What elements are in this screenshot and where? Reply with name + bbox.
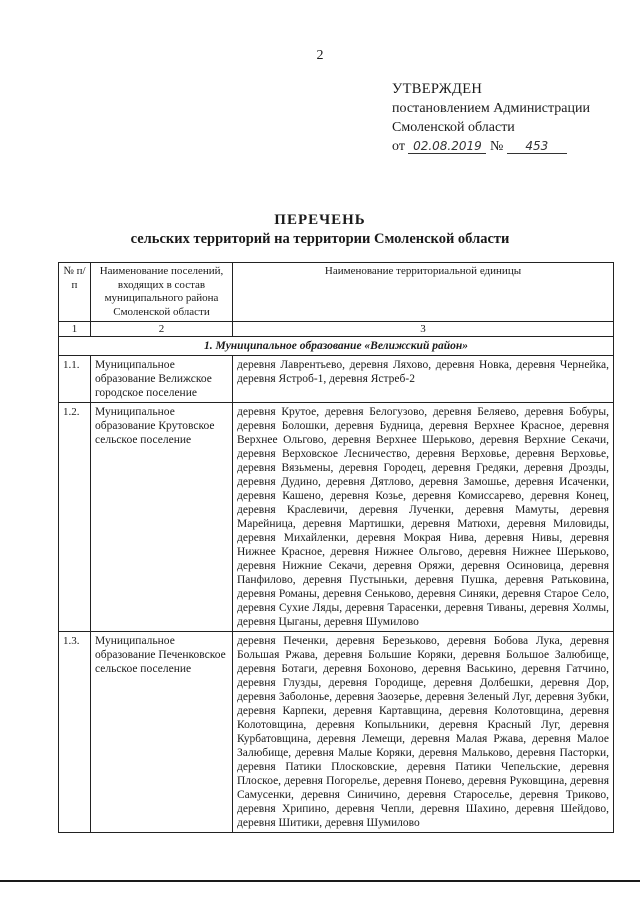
- approval-stamp: [392, 80, 590, 156]
- row-settlement: Муниципальное образование Крутовское сельское поселение: [91, 403, 233, 632]
- approval-line-1: постановлением Администрации: [392, 101, 590, 116]
- row-index: 1.1.: [59, 356, 91, 403]
- date-prefix: от: [392, 139, 405, 154]
- section-title: 1. Муниципальное образование «Велижский район»: [59, 337, 614, 356]
- row-units: деревня Печенки, деревня Березьково, деревня Бобова Лука, деревня Большая Ржава, деревня Большие Коряки, деревня Большое Залюбище, деревня Ботаги, деревня Бохоново, деревня Васькино, деревня Гатчино, деревня Глузды, деревня Городище, деревня Долбешки, деревня Дор, деревня Заболонье, деревня Заозерье, деревня Зеленый Луг, деревня Зубки, деревня Карпеки, деревня Картавщина, деревня Колотовщина, деревня Колотовщина, деревня Копыльники, деревня Красный Луг, деревня Курбатовщина, деревня Лемещи, деревня Малая Ржава, деревня Малое Залюбище, деревня Малые Коряки, деревня Мальково, деревня Пасторки, деревня Патики Плосковские, деревня Патики Чепельские, деревня Плоское, деревня Погорелье, деревня Понево, деревня Руковщина, деревня Самусенки, деревня Синичино, деревня Староселье, деревня Триково, деревня Хрипино, деревня Чепли, деревня Шахино, деревня Шейдово, деревня Шитики, деревня Шумилово: [233, 632, 614, 833]
- approval-title: УТВЕРЖДЕН: [392, 81, 483, 97]
- row-settlement: Муниципальное образование Велижское городское поселение: [91, 356, 233, 403]
- row-index: 1.3.: [59, 632, 91, 833]
- number-sign: №: [489, 139, 504, 154]
- table-header-row: [59, 263, 614, 322]
- row-units: деревня Крутое, деревня Белогузово, деревня Беляево, деревня Бобуры, деревня Болошки, деревня Будница, деревня Верхнее Красное, деревня Верхнее Ольгово, деревня Верхнее Шерьково, деревня Верхние Секачи, деревня Верховское Лесничество, деревня Верховье, деревня Верховье, деревня Вязьмены, деревня Городец, деревня Гредяки, деревня Дрозды, деревня Дудино, деревня Дятлово, деревня Замошье, деревня Исаченки, деревня Кашено, деревня Козье, деревня Комиссарево, деревня Конец, деревня Краслевичи, деревня Лученки, деревня Мамуты, деревня Марейница, деревня Мартишки, деревня Матюхи, деревня Миловиды, деревня Михайленки, деревня Мокрая Нива, деревня Нивы, деревня Нижнее Красное, деревня Нижнее Ольгово, деревня Нижнее Шерьково, деревня Нижние Секачи, деревня Оряжи, деревня Осиновица, деревня Панфилово, деревня Пустыньки, деревня Пушка, деревня Ратьковина, деревня Романы, деревня Сеньково, деревня Синяки, деревня Старое Село, деревня Сухие Ляды, деревня Тарасенки, деревня Тиваны, деревня Холмы, деревня Цыганы, деревня Шумилово: [233, 403, 614, 632]
- header-col-settlement: Наименование поселений, входящих в состав муниципального района Смоленской области: [91, 263, 233, 322]
- document-subtitle: сельских территорий на территории Смоленской области: [130, 231, 510, 247]
- col-number-3: 3: [233, 322, 614, 337]
- row-units: деревня Лаврентьево, деревня Ляхово, деревня Новка, деревня Чернейка, деревня Ястроб-1, деревня Ястреб-2: [233, 356, 614, 403]
- territories-table: [58, 262, 614, 833]
- table-row: [59, 356, 614, 403]
- table-row: [59, 403, 614, 632]
- header-col-number: № п/п: [59, 263, 91, 322]
- page-bottom-rule: [0, 880, 640, 882]
- approval-line-2: Смоленской области: [392, 120, 515, 135]
- approval-number: 453: [507, 139, 567, 154]
- header-col-units: Наименование территориальной единицы: [233, 263, 614, 322]
- section-row: [59, 337, 614, 356]
- col-number-1: 1: [59, 322, 91, 337]
- col-number-2: 2: [91, 322, 233, 337]
- approval-date: 02.08.2019: [408, 139, 486, 154]
- approval-date-line: [392, 137, 590, 156]
- column-number-row: [59, 322, 614, 337]
- document-title: ПЕРЕЧЕНЬ: [274, 212, 366, 228]
- document-heading: [0, 212, 640, 248]
- page-number: 2: [316, 48, 324, 63]
- row-index: 1.2.: [59, 403, 91, 632]
- table-row: [59, 632, 614, 833]
- row-settlement: Муниципальное образование Печенковское сельское поселение: [91, 632, 233, 833]
